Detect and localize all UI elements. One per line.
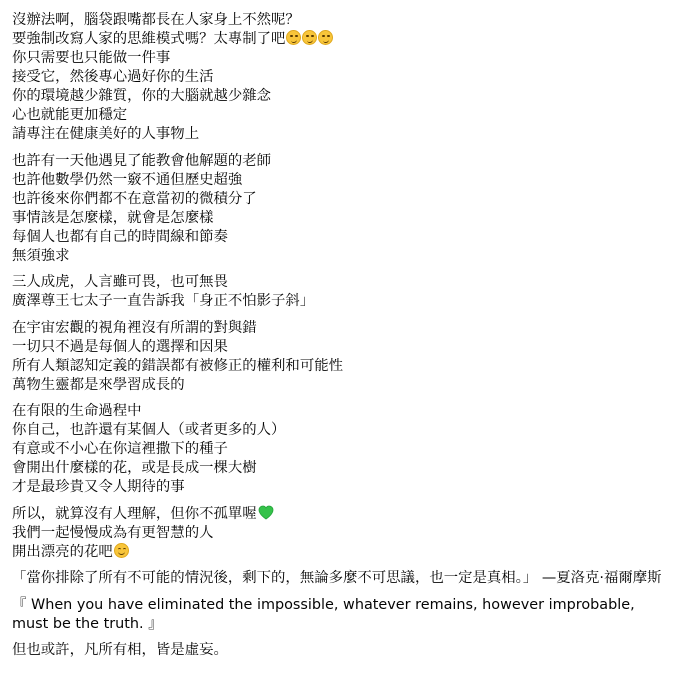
post-line (12, 228, 662, 247)
post-line-text: 也許他數學仍然一竅不通但歷史超強 (12, 171, 243, 188)
post-line (12, 338, 662, 357)
post-line-text: 事情該是怎麼樣，就會是怎麼樣 (12, 209, 214, 226)
post-line-text: 請專注在健康美好的人事物上 (12, 126, 200, 142)
post-line-text: 也許有一天他遇見了能教會他解題的老師 (12, 152, 272, 169)
post-line-text: 在宇宙宏觀的視角裡沒有所謂的對與錯 (12, 319, 257, 336)
post-line (12, 87, 662, 106)
post-paragraph (12, 641, 662, 660)
post-line (12, 596, 662, 634)
post-line-text: 你的環境越少雜質，你的大腦就越少雜念 (12, 88, 272, 104)
smirk-face-icon (302, 30, 317, 45)
post-line-text: 你自己，也許還有某個人（或者更多的人） (12, 422, 286, 438)
post-paragraph (12, 505, 662, 562)
post-line-text: 所有人類認知定義的錯誤都有被修正的權利和可能性 (12, 357, 343, 374)
post-paragraph (12, 273, 662, 311)
post-line (12, 505, 662, 524)
post-line (12, 319, 662, 338)
post-line-text: 心也就能更加穩定 (12, 107, 128, 123)
post-line (12, 171, 662, 190)
post-line (12, 357, 662, 376)
smirk-face-icon (286, 30, 301, 45)
post-paragraph (12, 596, 662, 634)
post-line-text: 三人成虎，人言雖可畏，也可無畏 (12, 274, 228, 290)
post-paragraph (12, 569, 662, 588)
post-line (12, 421, 662, 440)
post-line-text: 接受它，然後專心過好你的生活 (12, 69, 214, 85)
post-line-text: 所以，就算沒有人理解，但你不孤單喔 (12, 505, 257, 522)
post-line (12, 524, 662, 543)
post-line-text: 「當你排除了所有不可能的情況後，剩下的，無論多麼不可思議，也一定是真相。」 —夏洛克·福爾摩斯 (12, 570, 662, 586)
post-line-text: 你只需要也只能做一件事 (12, 50, 171, 66)
post-line (12, 152, 662, 171)
post-paragraph (12, 11, 662, 144)
post-line (12, 30, 662, 49)
smiling-face-icon (114, 543, 129, 558)
post-line (12, 11, 662, 30)
post-line (12, 478, 662, 497)
post-line (12, 402, 662, 421)
post-line (12, 125, 662, 144)
post-line-text: 一切只不過是每個人的選擇和因果 (12, 338, 228, 355)
post-line (12, 209, 662, 228)
post-line-text: 無須強求 (12, 247, 70, 264)
green-heart-icon (258, 505, 274, 520)
post-line-text: 但也或許，凡所有相，皆是虛妄。 (12, 642, 228, 658)
post-line-text: 才是最珍貴又令人期待的事 (12, 479, 185, 495)
post-line-text: 『 When you have eliminated the impossible, whatever remains, however improbable, must be the truth. 』 (12, 596, 635, 632)
post-line-text: 會開出什麼樣的花，或是長成一棵大樹 (12, 460, 257, 476)
post-line (12, 68, 662, 87)
post-line-text: 每個人也都有自己的時間線和節奏 (12, 228, 228, 245)
post-line-text: 我們一起慢慢成為有更智慧的人 (12, 524, 214, 541)
post-line-text: 要強制改寫人家的思維模式嗎？太專制了吧 (12, 31, 286, 47)
post-line (12, 543, 662, 562)
post-line (12, 440, 662, 459)
post-line-text: 有意或不小心在你這裡撒下的種子 (12, 441, 228, 457)
smirk-face-icon (318, 30, 333, 45)
post-paragraph (12, 152, 662, 266)
post-line-text: 廣澤尊王七太子一直告訴我「身正不怕影子斜」 (12, 293, 315, 309)
post-line (12, 376, 662, 395)
post-line-text: 萬物生靈都是來學習成長的 (12, 376, 185, 393)
post-line (12, 292, 662, 311)
post-paragraph (12, 402, 662, 497)
post-line-text: 也許後來你們都不在意當初的微積分了 (12, 190, 257, 207)
post-line (12, 247, 662, 266)
post-line (12, 569, 662, 588)
post-body (12, 11, 662, 668)
post-line-text: 在有限的生命過程中 (12, 403, 142, 419)
post-line (12, 49, 662, 68)
post-line (12, 641, 662, 660)
post-paragraph (12, 319, 662, 395)
post-line (12, 190, 662, 209)
post-line-text: 開出漂亮的花吧 (12, 543, 113, 560)
post-line (12, 459, 662, 478)
post-line (12, 106, 662, 125)
post-line-text: 沒辦法啊，腦袋跟嘴都長在人家身上不然呢？ (12, 12, 300, 28)
post-line (12, 273, 662, 292)
